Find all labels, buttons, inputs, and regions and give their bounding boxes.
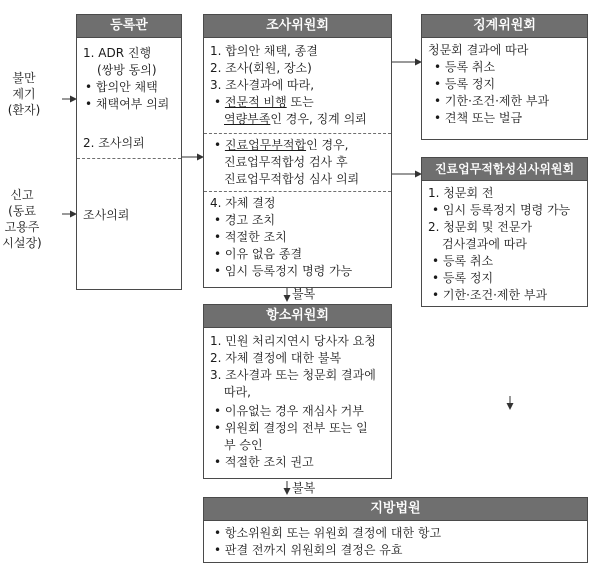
investigation-divider-1 xyxy=(204,133,391,134)
court-label: 불복 xyxy=(292,481,316,495)
registry-box: 등록관 1. ADR 진행 (쌍방 동의) • 합의안 채택 • 채택여부 의뢰 2. 조사의뢰 조사의뢰 xyxy=(76,14,182,290)
registry-title: 등록관 xyxy=(77,15,181,38)
fitness-box: 진료업무적합성심사위원회 1. 청문회 전 • 임시 등록정지 명령 가능 2. 청문회 및 전문가 검사결과에 따라 • 등록 취소 • 등록 정지 • 기한·조건·제한 부과 xyxy=(421,157,588,307)
court-box: 지방법원 • 항소위원회 또는 위원회 결정에 대한 항고 • 판결 전까지 위원회의 결정은 유효 xyxy=(203,497,588,563)
appeal-title: 항소위원회 xyxy=(204,305,391,328)
discipline-title: 징계위원회 xyxy=(422,15,587,38)
fitness-title: 진료업무적합성심사위원회 xyxy=(422,158,587,181)
investigation-title: 조사위원회 xyxy=(204,15,391,38)
discipline-box: 징계위원회 청문회 결과에 따라 • 등록 취소 • 등록 정지 • 기한·조건·제한 부과 • 견책 또는 벌금 xyxy=(421,14,588,140)
court-title: 지방법원 xyxy=(204,498,587,521)
investigation-divider-2 xyxy=(204,191,391,192)
report-source: 신고 (동료 고용주 시설장) xyxy=(2,188,42,250)
registry-divider xyxy=(77,158,181,159)
appeal-label: 불복 xyxy=(292,287,316,301)
complaint-source: 불만 제기 (환자) xyxy=(7,71,41,117)
appeal-box: 항소위원회 1. 민원 처리지연시 당사자 요청 2. 자체 결정에 대한 불복 3. 조사결과 또는 청문회 결과에 따라, • 이유없는 경우 재심사 거부 • 위원회 결정의 전부 또는 일 부 승인 • 적절한 조치 권고 xyxy=(203,304,392,479)
investigation-box: 조사위원회 1. 합의안 채택, 종결 2. 조사(회원, 장소) 3. 조사결과에 따라, • 전문적 비행 또는 역량부족인 경우, 징계 의뢰 • 진료업무부적합인 경우, 진료업무적합성 검사 후 진료업무적합성 심사 의뢰 4. 자체 결정 • 경고 조치 • 적절한 조치 • 이유 없음 종결 • 임시 등록정지 명령 가능 xyxy=(203,14,392,288)
